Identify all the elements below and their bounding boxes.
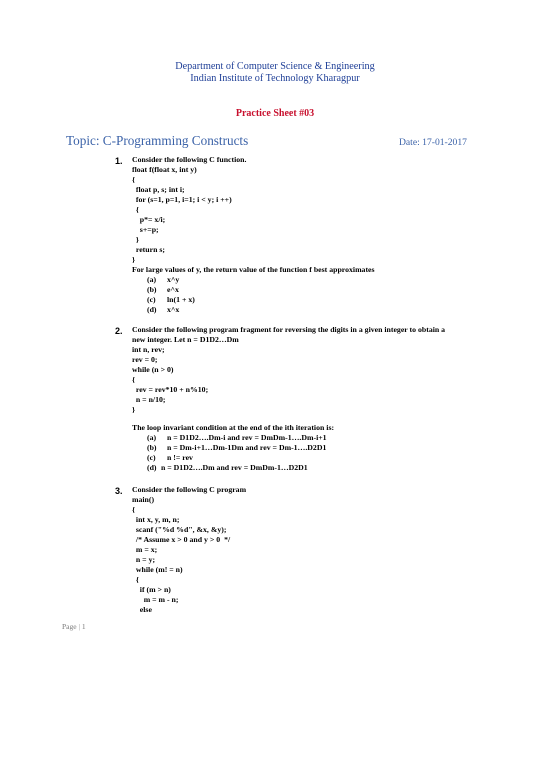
code-line: scanf ("%d %d", &x, &y); (132, 525, 227, 534)
code-line: /* Assume x > 0 and y > 0 */ (132, 535, 231, 544)
option-c: (c) n != rev (147, 453, 193, 462)
page-number: 1 (81, 622, 86, 631)
code-line: { (132, 375, 136, 384)
code-line: } (132, 405, 136, 414)
code-line: int n, rev; (132, 345, 165, 354)
code-line: { (132, 175, 136, 184)
question-3 (132, 485, 246, 615)
code-line: else (132, 605, 152, 614)
question-3-number: 3. (115, 486, 123, 496)
sheet-title: Practice Sheet #03 (235, 108, 315, 119)
code-line: while (n > 0) (132, 365, 174, 374)
option-b: (b) e^x (147, 285, 179, 294)
code-line: p*= x/i; (132, 215, 166, 224)
page-label: Page (62, 622, 77, 631)
code-line: float p, s; int i; (132, 185, 185, 194)
code-line: { (132, 505, 136, 514)
code-line: main() (132, 495, 155, 504)
option-c: (c) ln(1 + x) (147, 295, 195, 304)
question-2-number: 2. (115, 326, 123, 336)
code-line: rev = 0; (132, 355, 158, 364)
code-line: while (m! = n) (132, 565, 183, 574)
department-name: Department of Computer Science & Engineering (175, 61, 375, 72)
page-footer (62, 622, 86, 631)
code-line: float f(float x, int y) (132, 165, 197, 174)
code-line: return s; (132, 245, 165, 254)
code-line: { (132, 575, 139, 584)
option-a: (a) x^y (147, 275, 180, 284)
code-line: m = x; (132, 545, 158, 554)
option-a: (a) n = D1D2….Dm-i and rev = DmDm-1….Dm-i+1 (147, 433, 327, 442)
question-text: Consider the following C program (132, 485, 247, 494)
question-2 (132, 325, 445, 473)
question-text: new integer. Let n = D1D2…Dm (132, 335, 239, 344)
topic-heading: Topic: C-Programming Constructs (66, 133, 249, 148)
sheet-date: Date: 17-01-2017 (399, 137, 467, 148)
footer-separator: | (78, 622, 80, 631)
code-line: m = m - n; (132, 595, 179, 604)
option-d: (d) x^x (147, 305, 180, 314)
code-line: s+=p; (132, 225, 159, 234)
code-line: Consider the following C function. (132, 155, 247, 164)
institute-name: Indian Institute of Technology Kharagpur (190, 73, 360, 84)
question-text: Consider the following program fragment for reversing the digits in a given integer to obtain a (132, 325, 446, 334)
invariant-text: The loop invariant condition at the end of the ith iteration is: (132, 423, 335, 432)
code-line: n = n/10; (132, 395, 166, 404)
code-line: } (132, 255, 136, 264)
code-line: if (m > n) (132, 585, 171, 594)
code-line: int x, y, m, n; (132, 515, 180, 524)
code-line: for (s=1, p=1, i=1; i < y; i ++) (132, 195, 232, 204)
option-d: (d) n = D1D2….Dm and rev = DmDm-1…D2D1 (147, 463, 308, 472)
code-line: } (132, 235, 139, 244)
code-line: rev = rev*10 + n%10; (132, 385, 209, 394)
code-line: { (132, 205, 139, 214)
question-1-number: 1. (115, 156, 123, 166)
question-1 (132, 155, 375, 315)
question-text: For large values of y, the return value of the function f best approximates (132, 265, 375, 274)
option-b: (b) n = Dm-i+1…Dm-1Dm and rev = Dm-1….D2D1 (147, 443, 327, 452)
code-line: n = y; (132, 555, 156, 564)
